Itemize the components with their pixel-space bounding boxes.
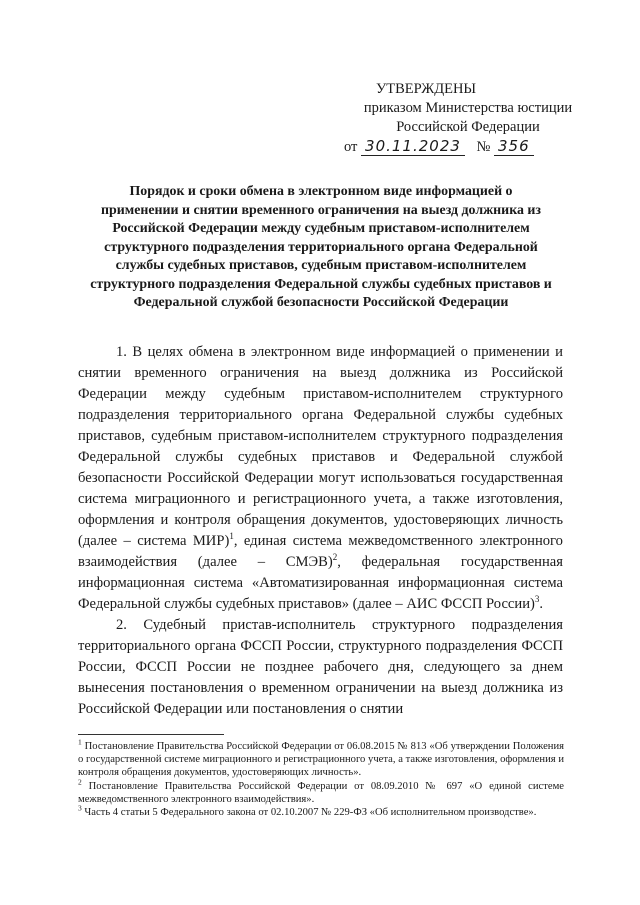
paragraph-1-part-b: , единая система межведомственного электронного взаимодействия (далее – СМЭВ) — [78, 533, 563, 570]
footnote-ref-3: 3 — [534, 594, 540, 605]
paragraph-1-part-a: 1. В целях обмена в электронном виде информацией о применении и снятии временного ограничения на выезд должника из Российской Федерации между судебным приставом-исполнителем структурного подразделения территориального органа Федеральной службы судебных приставов, судебным приставом-исполнителем структурного подразделения Федеральной службы судебных приставов и Федеральной службой безопасности Российской Федерации могут использоваться государственная система миграционного и регистрационного учета, а также изготовления, оформления и контроля обращения документов, удостоверяющих личность (далее – система МИР) — [78, 344, 563, 549]
footnote-divider — [78, 734, 224, 735]
approval-stamp — [338, 80, 598, 157]
approval-date-row — [338, 137, 598, 157]
date-prefix: от — [344, 139, 358, 155]
paragraph-2: 2. Судебный пристав-исполнитель структурного подразделения территориального органа ФССП России, структурного подразделения ФССП России, ФССП России не позднее рабочего дня, следующего за днем вынесения постановления о временном ограничении на выезд должника из Российской Федерации или постановления о снятии — [78, 617, 563, 717]
paragraph-1-part-d: . — [539, 596, 544, 612]
footnote-text-1: Постановление Правительства Российской Федерации от 06.08.2015 № 813 «Об утверждении Положения о государственной системе миграционного и регистрационного учета, а также изготовления, оформления и контроля обращения документов, удостоверяющих личность». — [78, 741, 564, 779]
footnote-mark-3: 3 — [78, 803, 82, 813]
footnote-3 — [78, 803, 564, 819]
footnote-mark-1: 1 — [78, 737, 82, 747]
footnotes — [78, 737, 564, 819]
approval-line-country: Российской Федерации — [396, 119, 540, 135]
document-title: Порядок и сроки обмена в электронном виде информацией о применении и снятии временного ограничения на выезд должника из Российской Федерации между судебным приставом-исполнителем структурного подразделения территориального органа Федеральной службы судебных приставов, судебным приставом-исполнителем структурного подразделения Федеральной службы судебных приставов и Федеральной службой безопасности Российской Федерации — [90, 184, 552, 310]
paragraph-1-part-c: , федеральная государственная информационная система «Автоматизированная информационная система Федеральной службы судебных приставов» (далее – АИС ФССП России) — [78, 554, 563, 612]
footnote-mark-2: 2 — [78, 777, 82, 787]
handwritten-number: 356 — [494, 137, 534, 156]
footnote-text-2: Постановление Правительства Российской Федерации от 08.09.2010 № 697 «О единой системе межведомственного электронного взаимодействия». — [78, 780, 564, 805]
number-label: № — [476, 139, 491, 155]
footnote-ref-2: 2 — [332, 552, 338, 563]
footnote-ref-1: 1 — [229, 531, 234, 542]
footnote-text-3: Часть 4 статьи 5 Федерального закона от 02.10.2007 № 229-ФЗ «Об исполнительном производстве». — [81, 807, 537, 819]
paragraph-1 — [78, 342, 563, 615]
approval-line-ministry: приказом Министерства юстиции — [363, 100, 573, 116]
approval-title: УТВЕРЖДЕНЫ — [376, 81, 477, 97]
footnote-1 — [78, 737, 564, 780]
footnote-2 — [78, 777, 564, 806]
document-body — [78, 342, 563, 720]
handwritten-date: 30.11.2023 — [361, 137, 465, 156]
